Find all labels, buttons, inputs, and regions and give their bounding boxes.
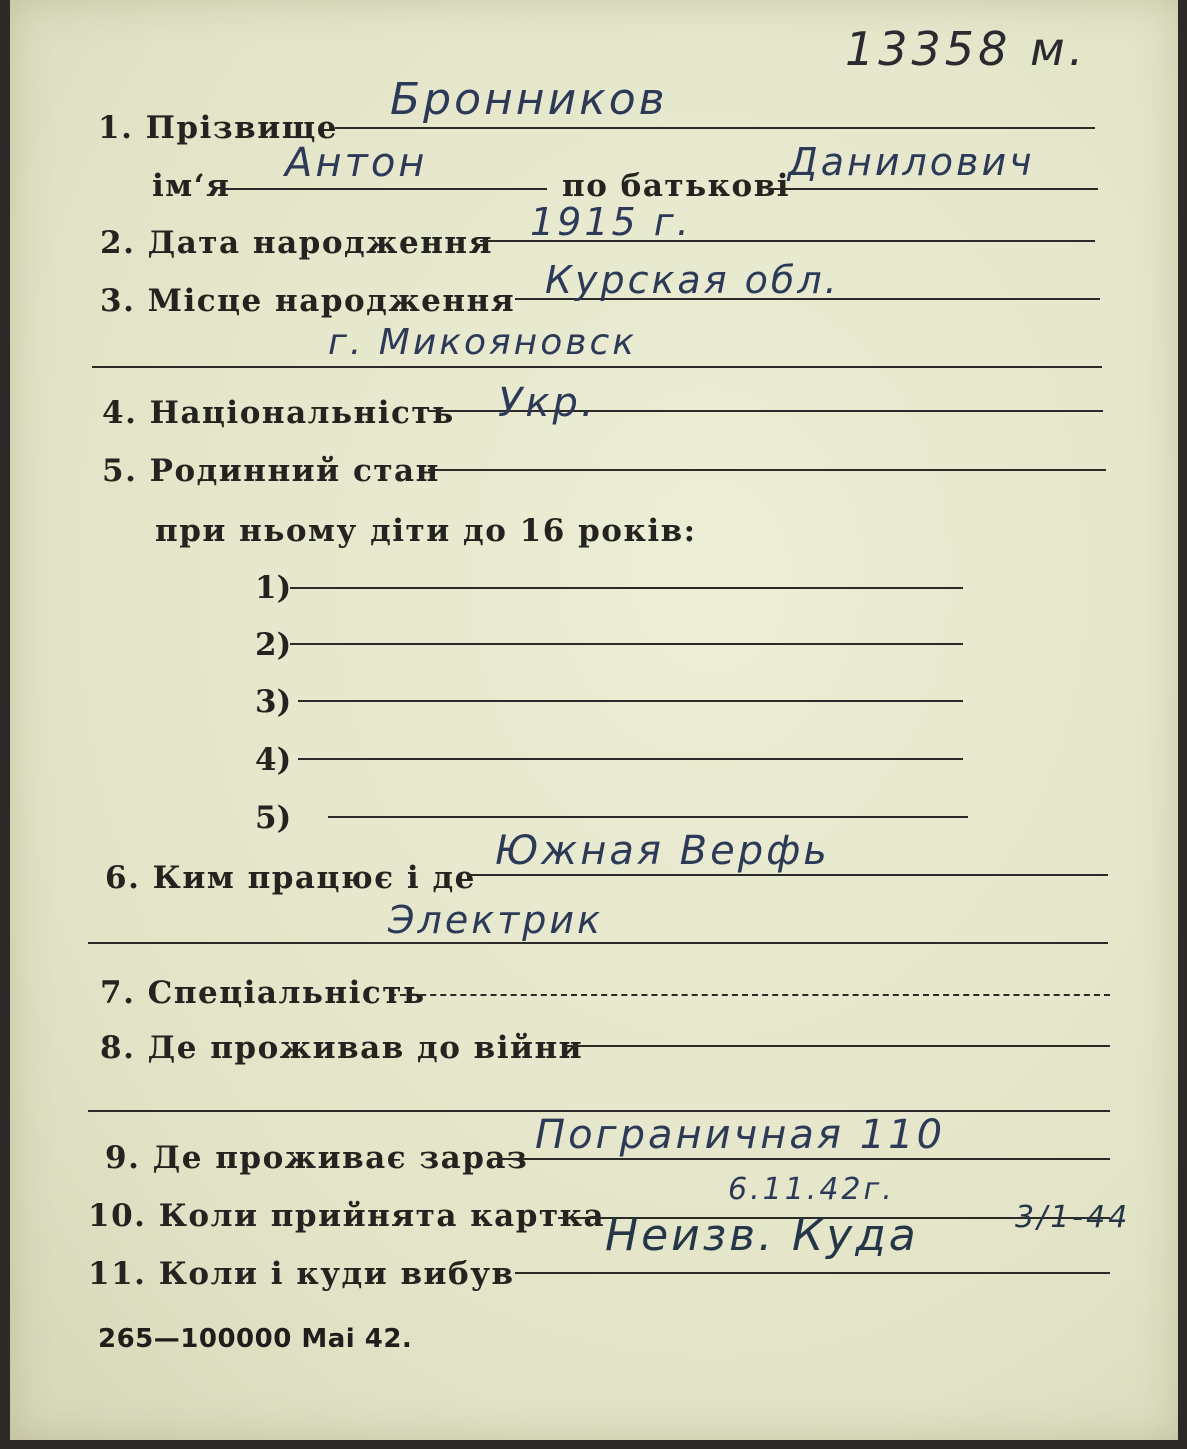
patronymic-line — [768, 188, 1098, 190]
patronymic-value: Данилович — [788, 140, 1035, 184]
registration-card — [10, 0, 1178, 1440]
child-3-line — [298, 700, 963, 702]
birth-place-value-1: Курская обл. — [545, 258, 840, 302]
card-date-label: 10. Коли прийнята картка — [88, 1198, 606, 1234]
printer-imprint: 265—100000 Mai 42. — [98, 1324, 413, 1354]
nationality-value: Укр. — [498, 380, 597, 426]
current-address-label: 9. Де проживає зараз — [105, 1140, 529, 1176]
current-address-value: Пограничная 110 — [535, 1112, 946, 1158]
child-2-label: 2) — [255, 627, 292, 663]
specialty-line — [390, 994, 1110, 996]
archive-number: 13358 м. — [845, 22, 1088, 76]
child-5-line — [328, 816, 968, 818]
nationality-label: 4. Національність — [102, 395, 455, 431]
child-4-line — [298, 758, 963, 760]
birth-place-label: 3. Місце народження — [100, 283, 516, 319]
birth-date-value: 1915 г. — [530, 200, 692, 244]
family-line — [428, 469, 1106, 471]
surname-line — [335, 127, 1095, 129]
departed-value: Неизв. Куда — [605, 1210, 919, 1261]
children-label: при ньому діти до 16 років: — [155, 513, 697, 549]
prewar-label: 8. Де проживав до війни — [100, 1030, 584, 1066]
prewar-line — [562, 1045, 1110, 1047]
departed-line — [515, 1272, 1110, 1274]
birth-date-label: 2. Дата народження — [100, 225, 493, 261]
patronymic-label: по батькові — [562, 168, 791, 204]
specialty-label: 7. Спеціальність — [100, 975, 426, 1011]
work-line-2 — [88, 942, 1108, 944]
departed-label: 11. Коли і куди вибув — [88, 1256, 515, 1292]
name-line — [225, 188, 547, 190]
birth-place-line-2 — [92, 366, 1102, 368]
surname-value: Бронников — [390, 74, 668, 125]
current-address-line — [495, 1158, 1110, 1160]
surname-label: 1. Прізвище — [98, 110, 338, 146]
child-4-label: 4) — [255, 742, 292, 778]
name-value: Антон — [285, 140, 428, 186]
work-value-2: Электрик — [388, 898, 604, 942]
child-2-line — [290, 643, 963, 645]
child-3-label: 3) — [255, 684, 292, 720]
child-1-label: 1) — [255, 570, 292, 606]
family-label: 5. Родинний стан — [102, 453, 440, 489]
name-label: ім‘я — [152, 168, 231, 204]
work-label: 6. Ким працює і де — [105, 860, 476, 896]
departed-date: 3/1-44 — [1015, 1200, 1131, 1235]
card-date-value: 6.11.42г. — [728, 1172, 895, 1207]
birth-place-value-2: г. Микояновск — [328, 322, 637, 363]
child-5-label: 5) — [255, 800, 292, 836]
child-1-line — [290, 587, 963, 589]
work-value-1: Южная Верфь — [495, 828, 830, 874]
work-line — [468, 874, 1108, 876]
